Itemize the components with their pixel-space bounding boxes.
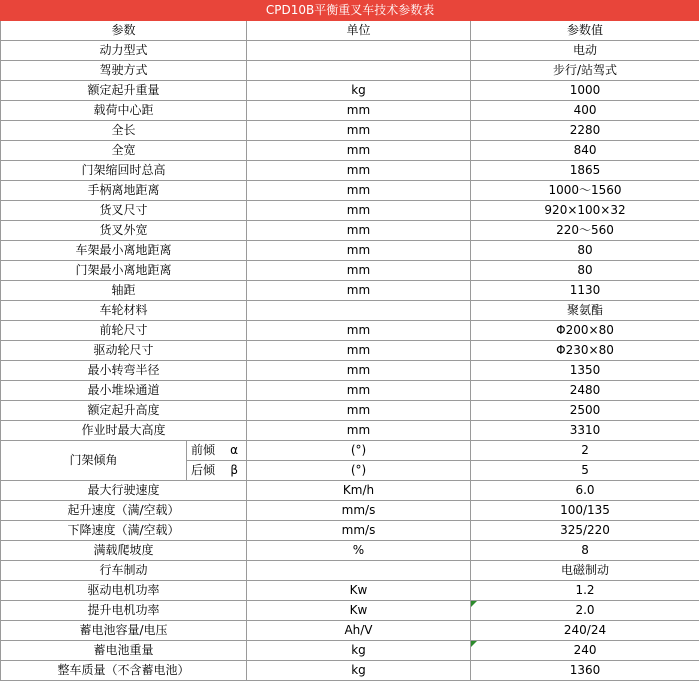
param-cell: 车架最小离地距离 xyxy=(1,241,247,261)
value-cell xyxy=(471,361,699,381)
unit-cell: mm xyxy=(247,241,471,261)
param-cell: 门架缩回时总高 xyxy=(1,161,247,181)
table-row xyxy=(1,581,699,601)
table-row xyxy=(1,441,699,461)
unit-cell: mm xyxy=(247,341,471,361)
value-cell xyxy=(471,221,699,241)
value-text: 80 xyxy=(577,263,593,277)
value-cell xyxy=(471,241,699,261)
unit-cell: kg xyxy=(247,641,471,661)
table-row xyxy=(1,41,699,61)
value-cell xyxy=(471,141,699,161)
tilt-sub-label: 后倾 xyxy=(191,463,216,477)
unit-cell: mm xyxy=(247,101,471,121)
value-text: 80 xyxy=(577,243,593,257)
value-cell xyxy=(471,121,699,141)
value-cell xyxy=(471,81,699,101)
value-cell xyxy=(471,41,699,61)
param-cell: 额定起升重量 xyxy=(1,81,247,101)
value-text: 1000 xyxy=(569,83,601,97)
value-text: Φ200×80 xyxy=(556,323,614,337)
unit-cell: mm xyxy=(247,321,471,341)
param-cell: 额定起升高度 xyxy=(1,401,247,421)
cell-marker-icon xyxy=(471,601,477,607)
param-cell: 门架最小离地距离 xyxy=(1,261,247,281)
value-cell xyxy=(471,201,699,221)
unit-cell: kg xyxy=(247,81,471,101)
param-cell: 动力型式 xyxy=(1,41,247,61)
table-row xyxy=(1,301,699,321)
value-text: 2280 xyxy=(569,123,601,137)
param-cell: 下降速度（满/空载） xyxy=(1,521,247,541)
value-text: 1360 xyxy=(569,663,601,677)
value-text: Φ230×80 xyxy=(556,343,614,357)
unit-cell: mm xyxy=(247,421,471,441)
table-row xyxy=(1,361,699,381)
value-text: 1865 xyxy=(569,163,601,177)
table-row xyxy=(1,421,699,441)
unit-cell xyxy=(247,561,471,581)
table-row xyxy=(1,521,699,541)
unit-cell: mm xyxy=(247,381,471,401)
table-row xyxy=(1,261,699,281)
unit-cell: mm xyxy=(247,361,471,381)
value-text: 电动 xyxy=(573,43,598,57)
tilt-param-cell: 门架倾角 xyxy=(1,441,187,481)
param-cell: 起升速度（满/空载） xyxy=(1,501,247,521)
table-row xyxy=(1,601,699,621)
unit-cell: mm xyxy=(247,401,471,421)
param-cell: 驱动轮尺寸 xyxy=(1,341,247,361)
value-cell xyxy=(471,341,699,361)
table-row xyxy=(1,121,699,141)
unit-cell: (°) xyxy=(247,441,471,461)
param-cell: 前轮尺寸 xyxy=(1,321,247,341)
value-cell xyxy=(471,381,699,401)
value-cell xyxy=(471,661,699,681)
unit-cell: mm xyxy=(247,141,471,161)
value-text: 1130 xyxy=(569,283,601,297)
param-cell: 全长 xyxy=(1,121,247,141)
param-cell: 整车质量（不含蓄电池） xyxy=(1,661,247,681)
value-text: 1350 xyxy=(569,363,601,377)
table-row xyxy=(1,141,699,161)
param-cell: 作业时最大高度 xyxy=(1,421,247,441)
unit-cell: mm xyxy=(247,221,471,241)
value-text: 2.0 xyxy=(575,603,595,617)
unit-cell: kg xyxy=(247,661,471,681)
value-cell xyxy=(471,301,699,321)
param-cell: 行车制动 xyxy=(1,561,247,581)
unit-cell: mm/s xyxy=(247,501,471,521)
value-text: 920×100×32 xyxy=(544,203,626,217)
value-text: 2500 xyxy=(569,403,601,417)
tilt-sub-cell xyxy=(187,461,247,481)
value-cell xyxy=(471,261,699,281)
value-text: 100/135 xyxy=(560,503,610,517)
table-row xyxy=(1,401,699,421)
value-cell: 2 xyxy=(471,441,699,461)
unit-cell: mm/s xyxy=(247,521,471,541)
table-row xyxy=(1,561,699,581)
value-cell xyxy=(471,581,699,601)
param-cell: 最大行驶速度 xyxy=(1,481,247,501)
value-cell xyxy=(471,161,699,181)
value-text: 6.0 xyxy=(575,483,595,497)
param-cell: 轴距 xyxy=(1,281,247,301)
value-text: 400 xyxy=(573,103,597,117)
unit-cell: mm xyxy=(247,281,471,301)
tilt-sub-label: 前倾 xyxy=(191,443,216,457)
value-text: 电磁制动 xyxy=(561,563,610,577)
unit-cell: Km/h xyxy=(247,481,471,501)
table-row xyxy=(1,221,699,241)
table-row xyxy=(1,201,699,221)
param-cell: 最小堆垛通道 xyxy=(1,381,247,401)
unit-cell xyxy=(247,41,471,61)
value-text: 2480 xyxy=(569,383,601,397)
param-cell: 车轮材料 xyxy=(1,301,247,321)
table-row xyxy=(1,61,699,81)
param-cell: 满载爬坡度 xyxy=(1,541,247,561)
table-row xyxy=(1,481,699,501)
value-text: 聚氨酯 xyxy=(567,303,604,317)
unit-cell: (°) xyxy=(247,461,471,481)
param-cell: 货叉尺寸 xyxy=(1,201,247,221)
value-cell xyxy=(471,61,699,81)
table-row xyxy=(1,541,699,561)
table-row xyxy=(1,321,699,341)
table-row xyxy=(1,181,699,201)
value-cell: 5 xyxy=(471,461,699,481)
value-text: 3310 xyxy=(569,423,601,437)
value-cell xyxy=(471,621,699,641)
unit-cell: Kw xyxy=(247,581,471,601)
table-row xyxy=(1,241,699,261)
param-cell: 货叉外宽 xyxy=(1,221,247,241)
value-cell xyxy=(471,521,699,541)
tilt-sub-symbol: β xyxy=(230,463,238,477)
unit-cell: mm xyxy=(247,161,471,181)
value-cell xyxy=(471,321,699,341)
table-row xyxy=(1,661,699,681)
header-row xyxy=(1,21,699,41)
table-title: CPD10B平衡重叉车技术参数表 xyxy=(1,1,699,21)
param-cell: 提升电机功率 xyxy=(1,601,247,621)
unit-cell: Kw xyxy=(247,601,471,621)
param-cell: 驱动电机功率 xyxy=(1,581,247,601)
unit-cell: mm xyxy=(247,201,471,221)
value-text: 840 xyxy=(573,143,597,157)
header-value: 参数值 xyxy=(471,21,699,41)
unit-cell: Ah/V xyxy=(247,621,471,641)
unit-cell: mm xyxy=(247,121,471,141)
value-text: 1000～1560 xyxy=(548,183,622,197)
value-text: 8 xyxy=(581,543,589,557)
value-cell xyxy=(471,641,699,661)
value-cell xyxy=(471,481,699,501)
value-text: 240/24 xyxy=(563,623,607,637)
unit-cell: % xyxy=(247,541,471,561)
unit-cell: mm xyxy=(247,181,471,201)
param-cell: 载荷中心距 xyxy=(1,101,247,121)
param-cell: 手柄离地距离 xyxy=(1,181,247,201)
title-row xyxy=(1,1,699,21)
value-text: 325/220 xyxy=(560,523,610,537)
table-row xyxy=(1,101,699,121)
value-cell xyxy=(471,181,699,201)
unit-cell: mm xyxy=(247,261,471,281)
value-cell xyxy=(471,421,699,441)
header-unit: 单位 xyxy=(247,21,471,41)
value-cell xyxy=(471,281,699,301)
value-cell xyxy=(471,401,699,421)
param-cell: 全宽 xyxy=(1,141,247,161)
cell-marker-icon xyxy=(471,641,477,647)
tilt-sub-cell xyxy=(187,441,247,461)
value-text: 220～560 xyxy=(556,223,614,237)
value-cell xyxy=(471,541,699,561)
table-row xyxy=(1,81,699,101)
table-row xyxy=(1,341,699,361)
value-cell xyxy=(471,501,699,521)
value-cell xyxy=(471,601,699,621)
param-cell: 驾驶方式 xyxy=(1,61,247,81)
value-text: 步行/站驾式 xyxy=(553,63,618,77)
table-row xyxy=(1,281,699,301)
unit-cell xyxy=(247,61,471,81)
value-text: 240 xyxy=(573,643,597,657)
param-cell: 最小转弯半径 xyxy=(1,361,247,381)
unit-cell xyxy=(247,301,471,321)
table-row xyxy=(1,381,699,401)
param-cell: 蓄电池重量 xyxy=(1,641,247,661)
table-row xyxy=(1,501,699,521)
table-row xyxy=(1,161,699,181)
value-cell xyxy=(471,101,699,121)
param-cell: 蓄电池容量/电压 xyxy=(1,621,247,641)
table-row xyxy=(1,621,699,641)
tilt-sub-symbol: α xyxy=(230,443,238,457)
header-param: 参数 xyxy=(1,21,247,41)
value-cell xyxy=(471,561,699,581)
value-text: 1.2 xyxy=(575,583,595,597)
table-row xyxy=(1,641,699,661)
